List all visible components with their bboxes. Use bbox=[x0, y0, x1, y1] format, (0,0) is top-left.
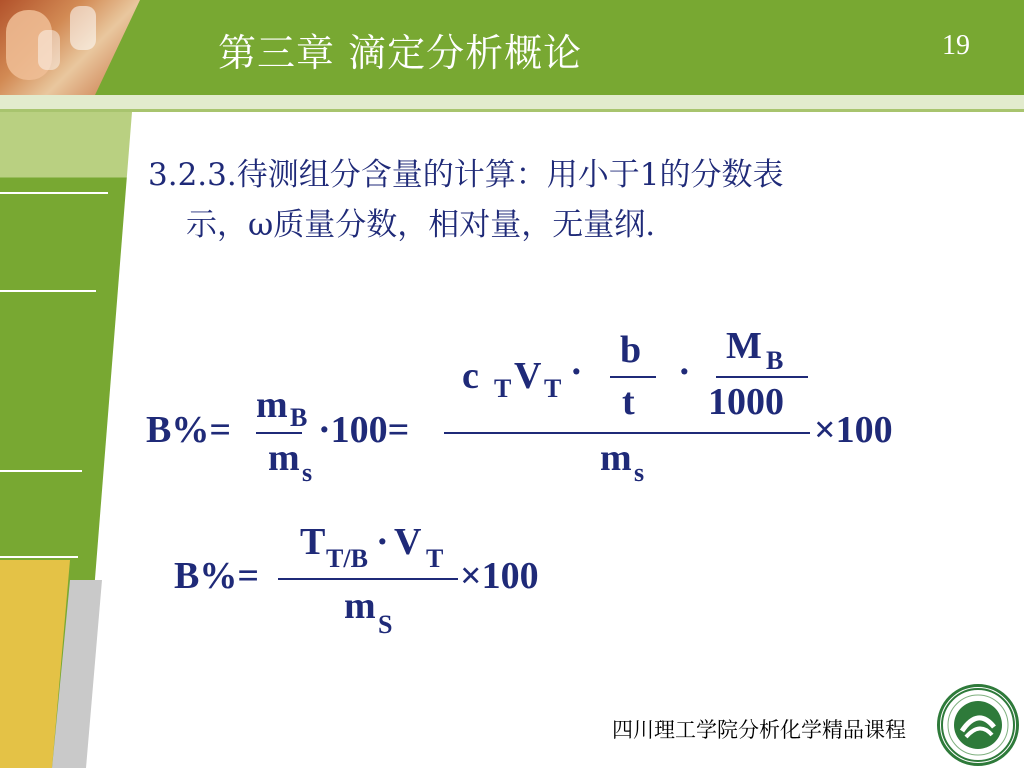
formula1-V: V bbox=[514, 355, 542, 397]
formula2-frac-line bbox=[278, 578, 458, 580]
formula2-V-sub: T bbox=[426, 544, 444, 573]
left-divider bbox=[0, 556, 78, 558]
slide-title: 第三章 滴定分析概论 bbox=[218, 31, 583, 75]
formula1-denom-sub: s bbox=[634, 458, 645, 487]
left-divider bbox=[0, 290, 96, 292]
formula1-mB-m: m bbox=[256, 384, 288, 426]
formula1-1000: 1000 bbox=[708, 381, 784, 423]
formula2-m-sub: S bbox=[378, 610, 393, 639]
formula2-dot: · bbox=[376, 521, 389, 563]
formula1-c: c bbox=[462, 355, 479, 397]
formula1-mB-sub: B bbox=[290, 403, 308, 432]
photo-glass-shape bbox=[38, 30, 60, 70]
formula1-t: t bbox=[622, 381, 635, 423]
body-line-2: 示，ω质量分数，相对量，无量纲. bbox=[186, 207, 656, 243]
formula1-frac-line-bt bbox=[610, 376, 656, 378]
formula1-frac-line-main bbox=[444, 432, 810, 434]
formula1-dot: · bbox=[678, 351, 691, 393]
formula2-T: T bbox=[300, 521, 326, 563]
formula2-T-sub: T/B bbox=[326, 544, 368, 573]
formula1-times-100-eq: ·100= bbox=[318, 409, 410, 451]
formula1-V-sub: T bbox=[544, 374, 562, 403]
formula1-lhs: B%= bbox=[146, 409, 231, 451]
formula1-ms-sub: s bbox=[302, 458, 313, 487]
formula2-m: m bbox=[344, 585, 376, 627]
formula1-ms-m: m bbox=[268, 437, 300, 479]
left-divider bbox=[0, 192, 108, 194]
formula2-V: V bbox=[394, 521, 422, 563]
formula1-times-100: ×100 bbox=[814, 409, 893, 451]
university-seal-icon bbox=[937, 684, 1019, 766]
header-stripe bbox=[0, 95, 1024, 109]
formula1-M-sub: B bbox=[766, 346, 784, 375]
photo-glass-shape bbox=[70, 6, 96, 50]
formula1-frac-line-M bbox=[716, 376, 808, 378]
formula1-M: M bbox=[726, 325, 762, 367]
formula2-times-100: ×100 bbox=[460, 555, 539, 597]
formula1-c-sub: T bbox=[494, 374, 512, 403]
formula1-frac-line-small bbox=[256, 432, 302, 434]
page-number: 19 bbox=[942, 30, 970, 61]
left-divider bbox=[0, 470, 82, 472]
body-paragraph bbox=[148, 150, 988, 250]
formula2-lhs: B%= bbox=[174, 555, 259, 597]
formula1-denom-m: m bbox=[600, 437, 632, 479]
seal-graphic bbox=[940, 687, 1016, 763]
formula1-b: b bbox=[620, 329, 642, 371]
body-line-1: 3.2.3.待测组分含量的计算：用小于1的分数表 bbox=[148, 157, 784, 193]
formula1-dot: · bbox=[570, 351, 583, 393]
header-stripe bbox=[0, 109, 1024, 112]
course-footer: 四川理工学院分析化学精品课程 bbox=[612, 718, 906, 742]
